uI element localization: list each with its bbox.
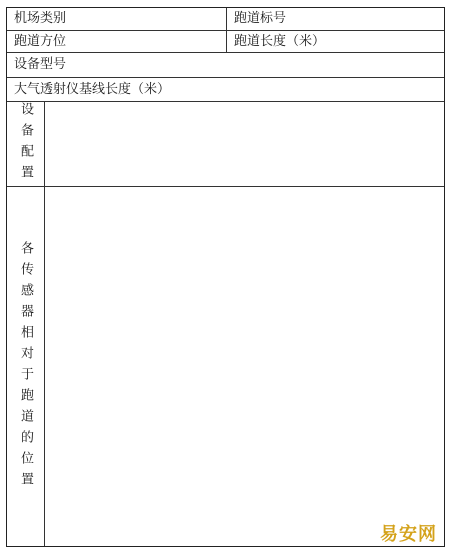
runway-length-label: 跑道长度（米） — [226, 31, 444, 52]
sensor-position-side-label — [7, 187, 45, 546]
runway-designation-label: 跑道标号 — [226, 8, 444, 30]
sensor-position-label: 各传感器相对于跑道的位置 — [18, 240, 33, 493]
runway-orientation-label: 跑道方位 — [14, 34, 67, 49]
row-airport-runway-id — [7, 8, 444, 31]
sensor-position-content — [45, 187, 444, 546]
runway-equipment-form — [6, 7, 445, 547]
row-runway-orientation-length — [7, 31, 444, 53]
equipment-model-label: 设备型号 — [14, 57, 67, 72]
row-equipment-config — [7, 102, 444, 187]
equipment-config-side-label — [7, 102, 45, 186]
airport-category-label: 机场类别 — [14, 11, 67, 26]
row-sensor-positions — [7, 187, 444, 546]
row-transmissometer-baseline — [7, 78, 444, 102]
site-watermark: 易安网 — [380, 524, 437, 545]
equipment-config-content — [45, 102, 444, 186]
equipment-config-label: 设备配置 — [18, 102, 33, 186]
transmissometer-baseline-label: 大气透射仪基线长度（米） — [14, 82, 171, 97]
row-equipment-model — [7, 53, 444, 78]
